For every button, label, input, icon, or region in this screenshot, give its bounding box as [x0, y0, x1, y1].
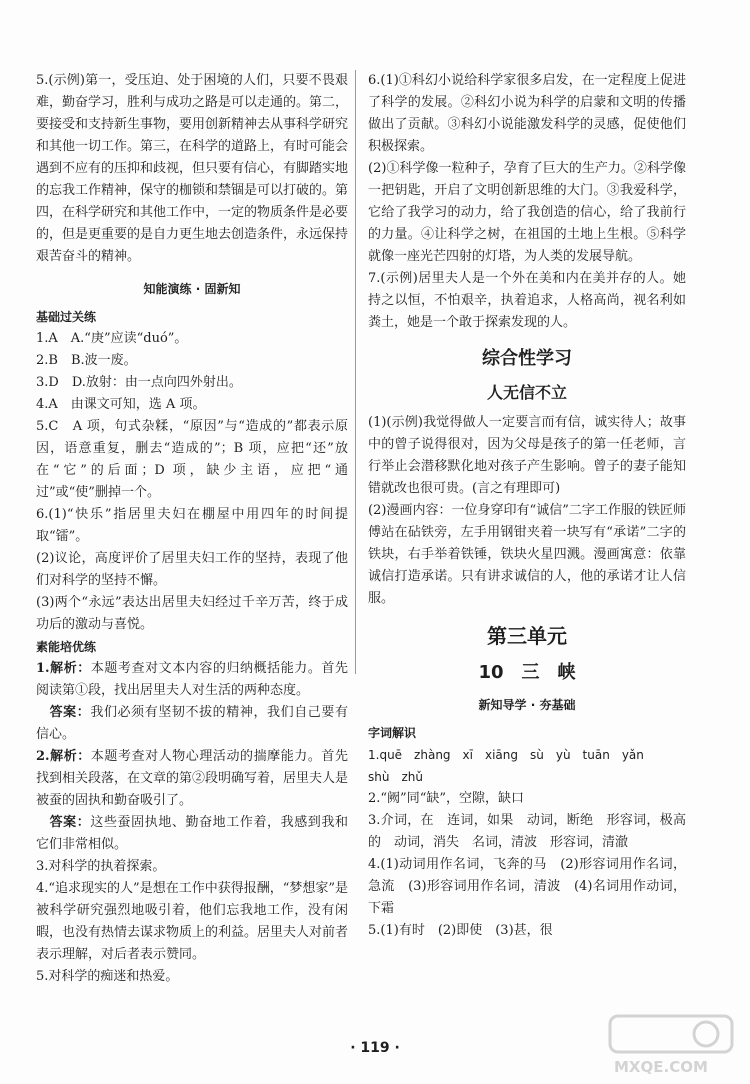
right-q7: 7.(示例)居里夫人是一个外在美和内在美并存的人。她持之以恒，不怕艰辛，执着追求，人格高尚，视名利如粪土，她是一个敢于探索发现的人。	[368, 271, 686, 330]
suneng-answer-2	[36, 812, 348, 856]
heading-zonghe: 综合性学习	[482, 348, 572, 369]
suneng-answer-1	[36, 702, 348, 746]
subsection-zici: 字词解识	[368, 726, 417, 740]
suneng-item-5: 5.对科学的痴迷和热爱。	[36, 969, 179, 984]
right-q6-1: 6.(1)①科幻小说给科学家很多启发，在一定程度上促进了科学的发展。②科幻小说为科学的启蒙和文明的传播做出了贡献。③科幻小说能激发科学的灵感，促使他们积极探索。	[368, 73, 686, 154]
right-column	[368, 70, 686, 942]
suneng-item-3: 3.对科学的执着探索。	[36, 859, 166, 874]
watermark-text: MXQE.COM	[614, 1058, 708, 1076]
jichu-item-6-3: (3)两个“永远”表达出居里夫妇经过千辛万苦，终于成功后的激动与喜悦。	[36, 595, 348, 632]
suneng-item-1	[36, 658, 348, 702]
jichu-item-3: 3.D D.放射：由一点向四外射出。	[36, 375, 242, 390]
analysis-text: 本题考查对文本内容的归纳概括能力。首先阅读第①段，找出居里夫人对生活的两种态度。	[36, 661, 348, 698]
watermark-logo-icon	[606, 1012, 736, 1078]
subsection-suneng: 素能培优练	[36, 640, 97, 654]
heading-xinzhi: 新知导学 · 夯基础	[478, 698, 576, 712]
answer-label: 答案：	[49, 705, 91, 720]
right-q6-2: (2)①科学像一粒种子，孕育了巨大的生产力。②科学像一把钥匙，开启了文明创新思维的大门。③我爱科学，它给了我学习的动力，给了我创造的信心，给了我前行的力量。④让科学之树，在祖国的土地上生根。⑤科学就像一座光芒四射的灯塔，为人类的发展导航。	[368, 161, 686, 264]
left-column	[36, 70, 348, 988]
jichu-item-6-2: (2)议论，高度评价了居里夫妇工作的坚持，表现了他们对科学的坚持不懈。	[36, 551, 348, 588]
zici-item-4: 4.(1)动词用作名词，飞奔的马 (2)形容词用作名词，急流 (3)形容词用作名词，清波 (4)名词用作动词，下霜	[368, 857, 686, 916]
analysis-label: 1.解析：	[36, 661, 91, 676]
analysis-label: 2.解析：	[36, 749, 91, 764]
zici-item-5: 5.(1)有时 (2)即使 (3)甚，很	[368, 923, 553, 938]
jichu-item-1: 1.A A.“庚”应读“duó”。	[36, 331, 188, 346]
heading-unit3: 第三单元	[487, 624, 567, 648]
page-number: · 119 ·	[350, 1040, 400, 1056]
zonghe-item-1: (1)(示例)我觉得做人一定要言而有信，诚实待人；故事中的曾子说得很对，因为父母是孩子的第一任老师，言行举止会潜移默化地对孩子产生影响。曾子的妻子能知错就改也很可贵。(言之有理即可)	[368, 415, 686, 496]
left-q5: 5.(示例)第一，受压迫、处于困境的人们，只要不畏艰难，勤奋学习，胜利与成功之路是可以走通的。第二，要接受和支持新生事物，要用创新精神去从事科学研究和其他一切工作。第三，在科学的道路上，有时可能会遇到不应有的压抑和歧视，但只要有信心，有脚踏实地的忘我工作精神，保守的枷锁和禁锢是可以打破的。第四，在科学研究和其他工作中，一定的物质条件是必要的，但是更重要的是自力更生地去创造条件，永远保持艰苦奋斗的精神。	[36, 73, 349, 264]
suneng-item-2	[36, 746, 348, 812]
column-divider	[355, 70, 356, 674]
pinyin-answers: 1.quē zhàng xī xiāng sù yù tuān yǎn shù zhǔ	[368, 748, 644, 784]
answer-text: 这些蚕固执地、勤奋地工作着，我感到我和它们非常相似。	[36, 815, 348, 852]
heading-lesson10: 10 三 峡	[478, 662, 576, 683]
jichu-item-6-1: 6.(1)“快乐”指居里夫妇在棚屋中用四年的时间提取“镭”。	[36, 507, 348, 544]
jichu-item-5: 5.C A 项，句式杂糅，“原因”与“造成的”都表示原因，语意重复，删去“造成的”；B 项，应把“还”放在“它”的后面；D 项，缺少主语，应把“通过”或“使”删掉一个。	[36, 419, 348, 500]
zici-item-3: 3.介词，在 连词，如果 动词，断绝 形容词，极高的 动词，消失 名词，清波 形容词，清澈	[368, 813, 686, 850]
answer-text: 我们必须有坚韧不拔的精神，我们自己要有信心。	[36, 705, 348, 742]
section-heading-zhineng: 知能演练 · 固新知	[143, 282, 241, 296]
suneng-item-4: 4.“追求现实的人”是想在工作中获得报酬，“梦想家”是被科学研究强烈地吸引着，他们忘我地工作，没有闲暇，也没有热情去谋求物质上的利益。居里夫人对前者表示理解，对后者表示赞同。	[36, 881, 349, 962]
jichu-item-4: 4.A 由课文可知，选 A 项。	[36, 397, 206, 412]
zonghe-item-2: (2)漫画内容：一位身穿印有“诚信”二字工作服的铁匠师傅站在砧铁旁，左手用钢钳夹着一块写有“承诺”二字的铁块，右手举着铁锤，铁块火星四溅。漫画寓意：依靠诚信打造承诺。只有讲求诚信的人，他的承诺才让人信服。	[368, 503, 686, 606]
analysis-text: 本题考查对人物心理活动的揣摩能力。首先找到相关段落，在文章的第②段明确写着，居里夫人是被蚕的固执和勤奋吸引了。	[36, 749, 349, 808]
zici-item-2: 2.“阙”同“缺”，空隙，缺口	[368, 791, 524, 806]
jichu-item-2: 2.B B.波一废。	[36, 353, 137, 368]
heading-renwuxin: 人无信不立	[486, 383, 567, 402]
answer-label: 答案：	[49, 815, 91, 830]
subsection-jichu: 基础过关练	[36, 310, 97, 324]
